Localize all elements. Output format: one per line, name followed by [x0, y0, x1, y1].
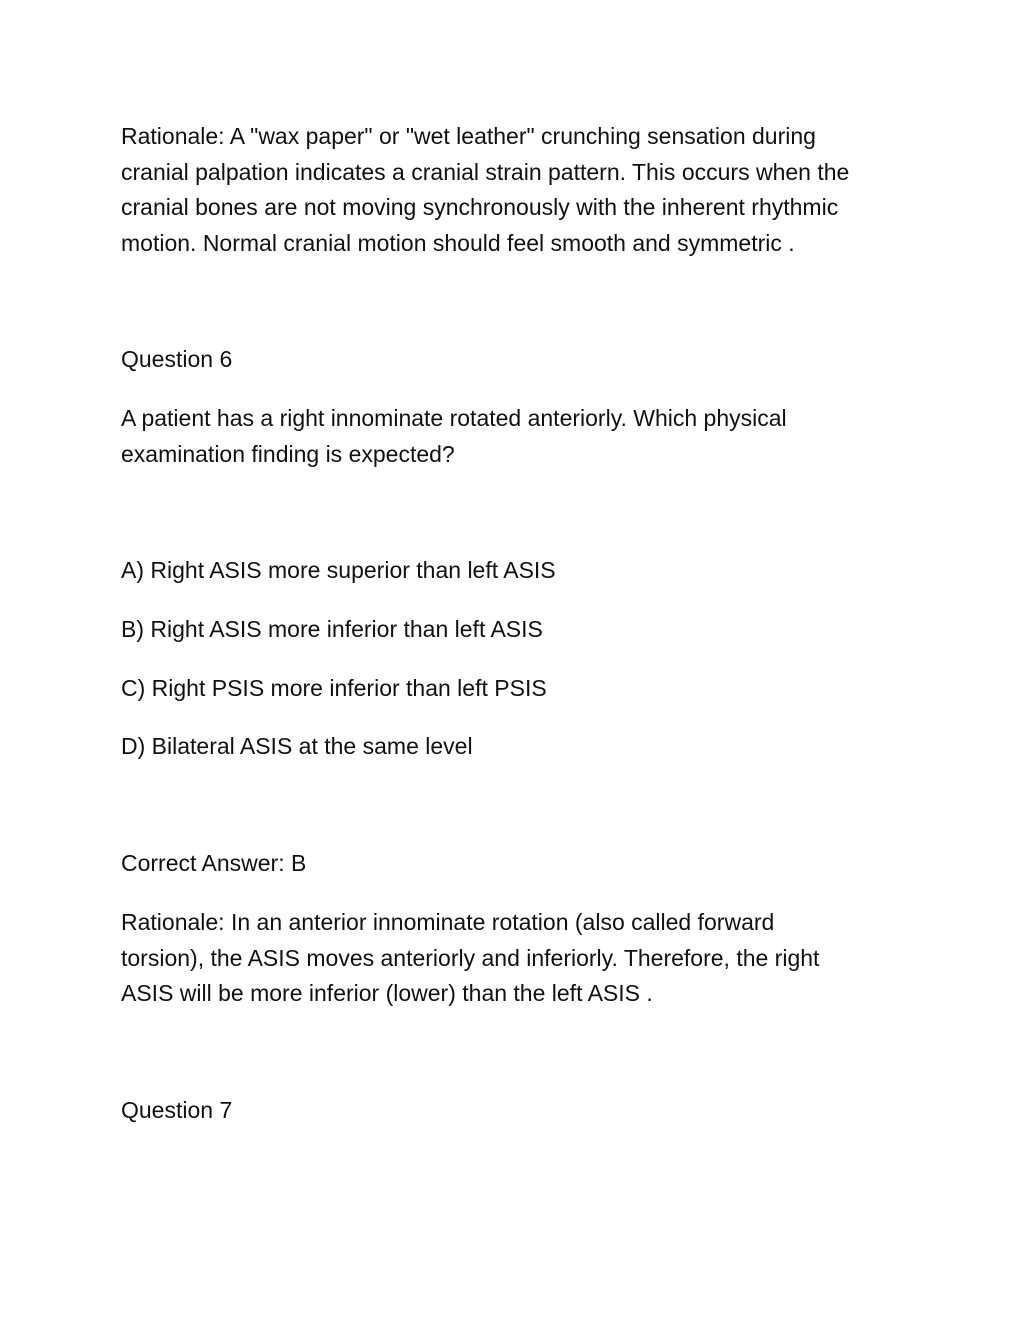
rationale-line: torsion), the ASIS moves anteriorly and inferiorly. Therefore, the right [121, 944, 820, 971]
rationale-line: ASIS will be more inferior (lower) than the left ASIS . [121, 980, 653, 1006]
option-a: A) Right ASIS more superior than left ASIS [121, 557, 556, 583]
option-d: D) Bilateral ASIS at the same level [121, 733, 473, 759]
rationale-line: cranial palpation indicates a cranial strain pattern. This occurs when the [121, 158, 850, 185]
rationale-line: cranial bones are not moving synchronously with the inherent rhythmic [121, 194, 839, 220]
rationale-line: Rationale: In an anterior innominate rotation (also called forward [121, 909, 775, 935]
question-6-rationale [121, 905, 921, 1012]
question-6-heading: Question 6 [121, 346, 233, 372]
question-6-stem [121, 401, 921, 472]
question-stem-line: A patient has a right innominate rotated anteriorly. Which physical [121, 405, 787, 431]
option-b: B) Right ASIS more inferior than left ASIS [121, 616, 543, 642]
rationale-line: motion. Normal cranial motion should feel smooth and symmetric . [121, 229, 795, 256]
correct-answer: Correct Answer: B [121, 850, 307, 876]
option-c: C) Right PSIS more inferior than left PSIS [121, 675, 547, 701]
question-stem-line: examination finding is expected? [121, 440, 455, 467]
rationale-line: Rationale: A "wax paper" or "wet leather" crunching sensation during [121, 123, 816, 149]
previous-rationale [121, 119, 921, 261]
question-7-heading: Question 7 [121, 1097, 233, 1123]
